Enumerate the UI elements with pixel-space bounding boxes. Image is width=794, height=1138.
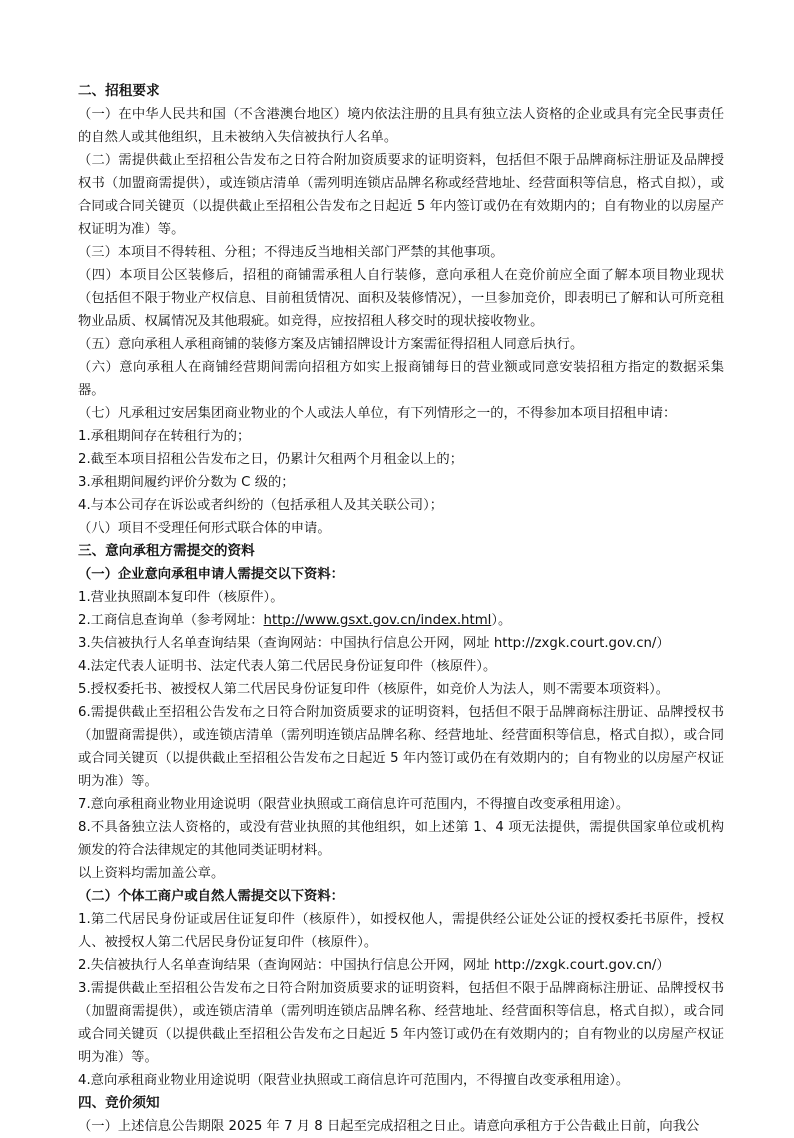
requirement-subitem: 3.承租期间履约评价分数为 C 级的； — [78, 475, 295, 490]
individual-material-item: 1.第二代居民身份证或居住证复印件（核原件），如授权他人，需提供经公证处公证的授权委托书原件，授权人、被授权人第二代居民身份证复印件（核原件）。 — [78, 912, 724, 950]
enterprise-material-item: 8.不具备独立法人资格的，或没有营业执照的其他组织，如上述第 1、4 项无法提供，需提供国家单位或机构颁发的符合法律规定的其他同类证明材料。 — [78, 820, 724, 858]
requirement-subitem: 2.截至本项目招租公告发布之日，仍累计欠租两个月租金以上的； — [78, 452, 463, 467]
enterprise-material-item: 1.营业执照副本复印件（核原件）。 — [78, 590, 284, 605]
gsxt-link[interactable]: http://www.gsxt.gov.cn/index.html — [263, 613, 492, 628]
bidding-notice-item: （一）上述信息公告期限 2025 年 7 月 8 日起至完成招租之日止。请意向承租方于公告截止日前，向我公 — [78, 1119, 700, 1134]
requirement-subitem: 1.承租期间存在转租行为的； — [78, 429, 251, 444]
section-heading-required-materials: 三、意向承租方需提交的资料 — [78, 543, 255, 559]
individual-material-item: 2.失信被执行人名单查询结果（查询网站：中国执行信息公开网，网址 http://zxgk.court.gov.cn/） — [78, 958, 670, 973]
item-text: ）。 — [491, 613, 512, 628]
requirement-item: （四）本项目公区装修后，招租的商铺需承租人自行装修，意向承租人在竞价前应全面了解本项目物业现状（包括但不限于物业产权信息、目前租赁情况、面积及装修情况），一旦参加竞价，即表明已了解和认可所竞租物业品质、权属情况及其他瑕疵。如竞得，应按招租人移交时的现状接收物业。 — [78, 268, 724, 329]
individual-material-item: 4.意向承租商业物业用途说明（限营业执照或工商信息许可范围内，不得擅自改变承租用途）。 — [78, 1073, 630, 1088]
requirement-item: （八）项目不受理任何形式联合体的申请。 — [78, 521, 331, 536]
enterprise-material-item: 4.法定代表人证明书、法定代表人第二代居民身份证复印件（核原件）。 — [78, 659, 497, 674]
enterprise-material-item: 5.授权委托书、被授权人第二代居民身份证复印件（核原件，如竞价人为法人，则不需要本项资料）。 — [78, 682, 670, 697]
requirement-subitem: 4.与本公司存在诉讼或者纠纷的（包括承租人及其关联公司）； — [78, 498, 444, 513]
individual-material-item: 3.需提供截止至招租公告发布之日符合附加资质要求的证明资料，包括但不限于品牌商标注册证、品牌授权书（加盟商需提供），或连锁店清单（需列明连锁店品牌名称、经营地址、经营面积等信息，格式自拟），或合同或合同关键页（以提供截止至招租公告发布之日起近 5 年内签订或仍在有效期内的；自有物业的以房屋产权证明为准）等。 — [78, 981, 724, 1065]
section-heading-rental-requirements: 二、招租要求 — [78, 83, 160, 99]
section-heading-bidding-notice: 四、竞价须知 — [78, 1095, 160, 1111]
subheading-enterprise-materials: （一）企业意向承租申请人需提交以下资料： — [78, 567, 344, 582]
requirement-item: （五）意向承租人承租商铺的装修方案及店铺招牌设计方案需征得招租人同意后执行。 — [78, 337, 584, 352]
enterprise-material-item: 3.失信被执行人名单查询结果（查询网站：中国执行信息公开网，网址 http://zxgk.court.gov.cn/） — [78, 636, 670, 651]
requirement-item: （三）本项目不得转租、分租；不得违反当地相关部门严禁的其他事项。 — [78, 245, 504, 260]
requirement-item: （一）在中华人民共和国（不含港澳台地区）境内依法注册的且具有独立法人资格的企业或具有完全民事责任的自然人或其他组织，且未被纳入失信被执行人名单。 — [78, 107, 724, 145]
item-text: 2.工商信息查询单（参考网址： — [78, 613, 264, 628]
requirement-item: （七）凡承租过安居集团商业物业的个人或法人单位，有下列情形之一的，不得参加本项目招租申请： — [78, 406, 677, 421]
enterprise-material-item: 7.意向承租商业物业用途说明（限营业执照或工商信息许可范围内，不得擅自改变承租用途）。 — [78, 797, 630, 812]
enterprise-material-item — [78, 609, 724, 632]
subheading-individual-materials: （二）个体工商户或自然人需提交以下资料： — [78, 889, 344, 904]
document-body — [78, 80, 724, 1138]
seal-note: 以上资料均需加盖公章。 — [78, 866, 225, 881]
enterprise-material-item: 6.需提供截止至招租公告发布之日符合附加资质要求的证明资料，包括但不限于品牌商标注册证、品牌授权书（加盟商需提供），或连锁店清单（需列明连锁店品牌名称、经营地址、经营面积等信息，格式自拟），或合同或合同关键页（以提供截止至招租公告发布之日起近 5 年内签订或仍在有效期内的；自有物业的以房屋产权证明为准）等。 — [78, 705, 724, 789]
requirement-item: （二）需提供截止至招租公告发布之日符合附加资质要求的证明资料，包括但不限于品牌商标注册证及品牌授权书（加盟商需提供），或连锁店清单（需列明连锁店品牌名称或经营地址、经营面积等信息，格式自拟），或合同或合同关键页（以提供截止至招租公告发布之日起近 5 年内签订或仍在有效期内的；自有物业的以房屋产权证明为准）等。 — [78, 153, 724, 237]
requirement-item: （六）意向承租人在商铺经营期间需向招租方如实上报商铺每日的营业额或同意安装招租方指定的数据采集器。 — [78, 360, 724, 398]
